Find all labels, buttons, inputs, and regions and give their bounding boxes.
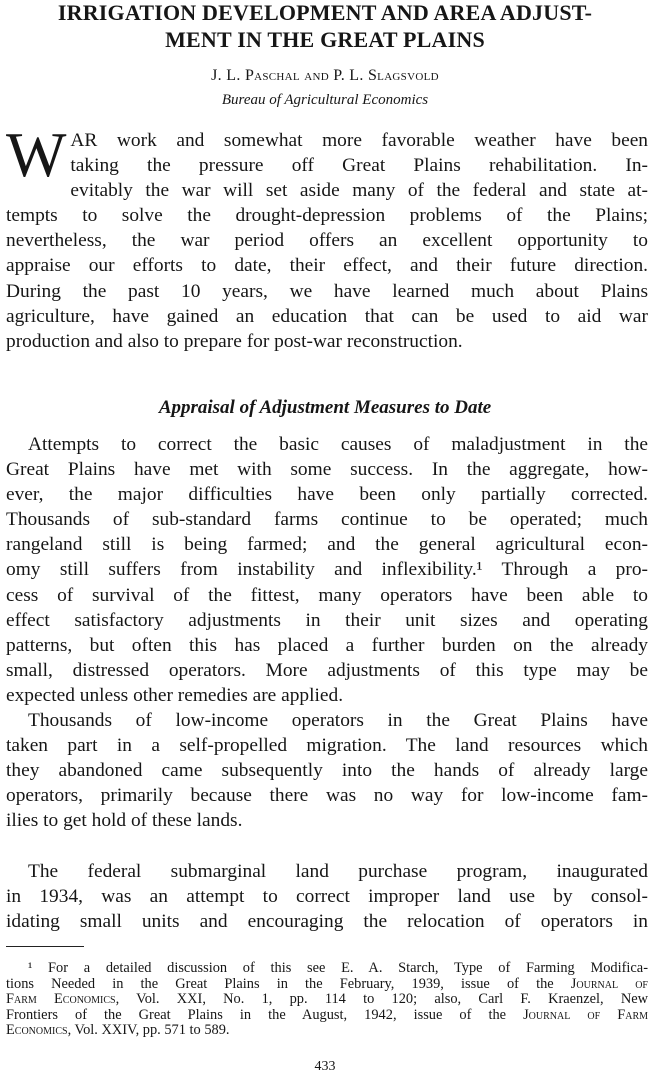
paragraph-1 [6, 432, 648, 708]
text-line: tempts to solve the drought-depression problems of the Plains; [6, 205, 648, 227]
drop-cap: W [6, 119, 67, 190]
text-line: operators, primarily because there was no way for low-income fam- [6, 785, 648, 807]
text-line: in 1934, was an attempt to correct improper land use by consol- [6, 886, 648, 908]
authors: J. L. Paschal and P. L. Slagsvold [211, 67, 439, 84]
text-line: taking the pressure off Great Plains rehabilitation. In- [70, 155, 648, 177]
text-line: Thousands of low-income operators in the Great Plains have [28, 710, 648, 731]
journal-name: Journal of [570, 975, 648, 992]
text-line: ever, the major difficulties have been only partially corrected. [6, 484, 648, 506]
affiliation: Bureau of Agricultural Economics [221, 92, 429, 108]
text-line: rangeland still is being farmed; and the general agricultural econ- [6, 534, 648, 556]
text-line: patterns, but often this has placed a further burden on the already [6, 634, 648, 656]
footnote-line [6, 1023, 648, 1039]
text-line: effect satisfactory adjustments in their unit sizes and operating [6, 609, 648, 631]
text-line: small, distressed operators. More adjustments of this type may be [6, 659, 648, 681]
text-line: idating small units and encouraging the relocation of operators in [6, 911, 648, 933]
footnote-text: tions Needed in the Great Plains in the February, 1939, issue of the [6, 975, 571, 992]
text-line: agriculture, have gained an education that can be used to aid war [6, 305, 648, 327]
footnote-divider [6, 946, 84, 947]
text-line: they abandoned came subsequently into the hands of already large [6, 760, 648, 782]
text-line: omy still suffers from instability and inflexibility.¹ Through a pro- [6, 559, 648, 581]
paragraph-2 [6, 708, 648, 833]
footnote-line [6, 977, 648, 993]
journal-name: Economics [6, 1022, 68, 1039]
text-line: Thousands of sub-standard farms continue to be operated; much [6, 509, 648, 531]
text-line: nevertheless, the war period offers an excellent opportunity to [6, 230, 648, 252]
footnote-text: , Vol. XXIV, pp. 571 to 589. [67, 1022, 230, 1039]
section-heading: Appraisal of Adjustment Measures to Date [158, 397, 492, 418]
text-line: Attempts to correct the basic causes of maladjustment in the [28, 434, 648, 455]
journal-name: Farm Economics [6, 991, 116, 1008]
page-number: 433 [314, 1059, 336, 1074]
footnote-text: , Vol. XXI, No. 1, pp. 114 to 120; also, Carl F. Kraenzel, New [115, 991, 648, 1008]
text-line: Great Plains have met with some success. In the aggregate, how- [6, 459, 648, 481]
journal-name: Journal of Farm [523, 1006, 648, 1023]
text-line: ilies to get hold of these lands. [6, 810, 243, 832]
text-line: During the past 10 years, we have learned much about Plains [6, 280, 648, 302]
text-line: production and also to prepare for post-war reconstruction. [6, 330, 463, 352]
text-line: The federal submarginal land purchase program, inaugurated [28, 861, 648, 882]
text-line: appraise our efforts to date, their effect, and their future direction. [6, 255, 648, 277]
text-line: expected unless other remedies are applied. [6, 684, 344, 706]
footnote-line [6, 961, 648, 977]
text-line: taken part in a self-propelled migration. The land resources which [6, 735, 648, 757]
text-line: AR work and somewhat more favorable weather have been [70, 130, 648, 151]
footnote-line [6, 1008, 648, 1024]
paragraph-3 [6, 859, 648, 934]
footnote-text: Frontiers of the Great Plains in the August, 1942, issue of the [6, 1006, 524, 1023]
article-title-line-1: IRRIGATION DEVELOPMENT AND AREA ADJUST- [57, 0, 593, 25]
footnote-line [6, 992, 648, 1008]
text-line: cess of survival of the fittest, many operators have been able to [6, 584, 648, 606]
text-line: evitably the war will set aside many of the federal and state at- [70, 180, 648, 202]
intro-paragraph [6, 119, 648, 354]
footnote-text: ¹ For a detailed discussion of this see E. A. Starch, Type of Farming Modifica- [28, 960, 648, 976]
footnote [6, 961, 648, 1039]
article-title-line-2: MENT IN THE GREAT PLAINS [165, 27, 485, 52]
